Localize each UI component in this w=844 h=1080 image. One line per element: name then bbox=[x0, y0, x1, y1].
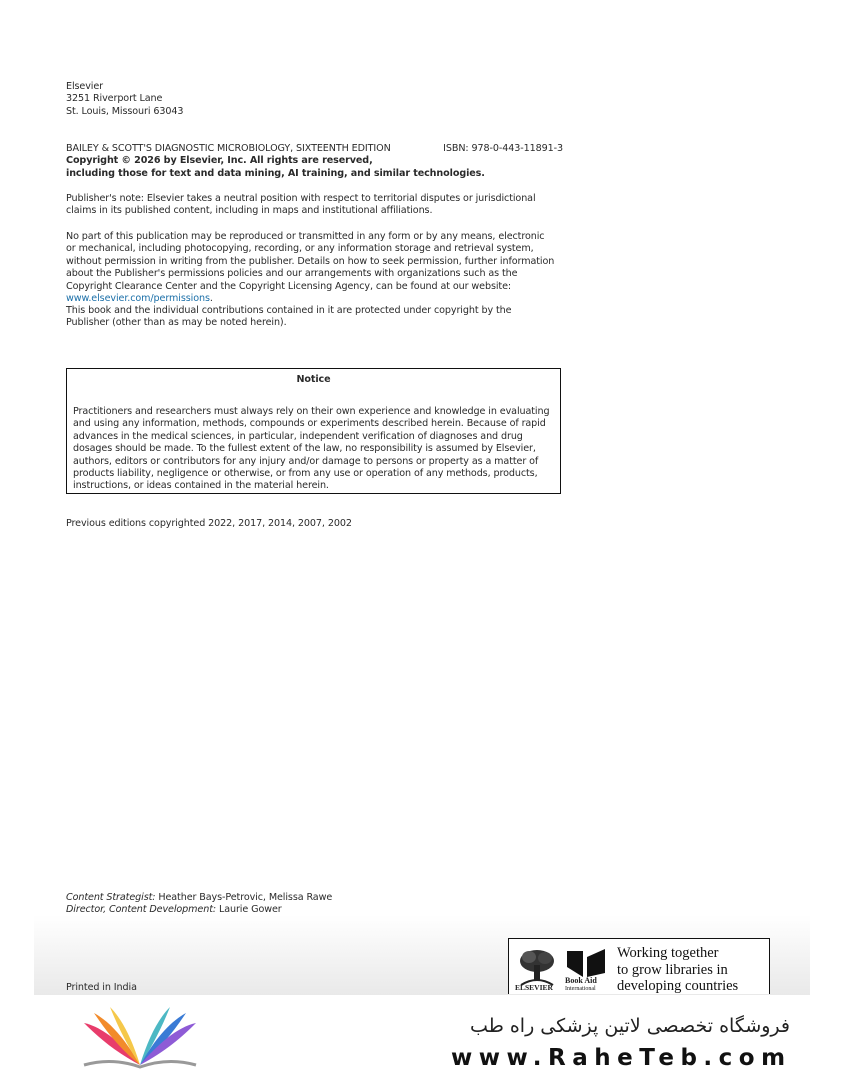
book-aid-name: Book Aid bbox=[565, 976, 597, 985]
website[interactable]: www.RaheTeb.com bbox=[451, 1045, 792, 1071]
permissions-end: . bbox=[209, 293, 213, 305]
address-line-1: 3251 Riverport Lane bbox=[66, 93, 163, 105]
credit-name: Heather Bays-Petrovic, Melissa Rawe bbox=[155, 892, 333, 903]
book-aid-tagline bbox=[617, 945, 738, 994]
credit-name: Laurie Gower bbox=[216, 904, 282, 916]
publisher-address bbox=[66, 81, 183, 118]
book-title-row bbox=[66, 143, 563, 180]
book-aid-banner bbox=[508, 938, 770, 994]
permissions-paragraph bbox=[66, 231, 556, 305]
copyright-line-2: including those for text and data mining, AI training, and similar technologies. bbox=[66, 167, 485, 179]
open-book-logo-icon bbox=[78, 1005, 202, 1071]
isbn: ISBN: 978-0-443-11891-3 bbox=[443, 143, 563, 154]
credit-line bbox=[66, 892, 353, 904]
publisher-name: Elsevier bbox=[66, 81, 104, 92]
address-line-2: St. Louis, Missouri 63043 bbox=[66, 105, 184, 117]
book-aid-international: International bbox=[565, 986, 596, 992]
notice-box bbox=[66, 368, 561, 494]
protection-note bbox=[66, 305, 551, 330]
notice-title: Notice bbox=[296, 374, 331, 385]
notice-body: Practitioners and researchers must always rely on their own experience and knowledge in evaluating and using any information, methods, compounds or experiments described herein. Because of rapid advances in the medical sciences, in particular, independent verification of diagnoses and drug dosages should be made. To the fullest extent of the law, no responsibility is assumed by Elsevier, authors, editors or contributors for any injury and/or damage to persons or property as a matter of products liability, negligence or otherwise, or from any use or operation of any methods, products, instructions, or ideas contained in the material herein. bbox=[73, 406, 550, 492]
permissions-text: No part of this publication may be reproduced or transmitted in any form or by any means, electronic or mechanical, including photocopying, recording, or any information storage and retrieval system, without permission in writing from the publisher. Details on how to seek permission, further information about the Publisher's permissions policies and our arrangements with organizations such as the Copyright Clearance Center and the Copyright Licensing Agency, can be found at our website: bbox=[66, 231, 555, 292]
book-aid-label bbox=[565, 977, 597, 993]
tagline-line-1: Working together bbox=[617, 945, 719, 961]
publishers-note bbox=[66, 193, 561, 218]
publishers-note-text: Publisher's note: Elsevier takes a neutral position with respect to territorial disputes or jurisdictional claims in its published content, including in maps and institutional affiliations. bbox=[66, 193, 536, 217]
book-title: BAILEY & SCOTT'S DIAGNOSTIC MICROBIOLOGY, SIXTEENTH EDITION bbox=[66, 143, 391, 154]
permissions-link[interactable]: www.elsevier.com/permissions bbox=[66, 293, 210, 305]
elsevier-label: ELSEVIER bbox=[515, 983, 553, 992]
shop-name: فروشگاه تخصصی لاتین پزشکی راه طب bbox=[470, 1015, 790, 1037]
elsevier-tree-icon bbox=[517, 947, 557, 987]
credit-role: Content Strategist: bbox=[66, 892, 156, 903]
watermark-footer bbox=[0, 995, 844, 1080]
previous-editions: Previous editions copyrighted 2022, 2017, 2014, 2007, 2002 bbox=[66, 518, 352, 529]
copyright-line-1: Copyright © 2026 by Elsevier, Inc. All rights are reserved, bbox=[66, 155, 373, 167]
tagline-line-3: developing countries bbox=[617, 978, 739, 994]
protection-note-text: This book and the individual contributions contained in it are protected under copyright by the Publisher (other than as may be noted herein). bbox=[66, 305, 512, 329]
tagline-line-2: to grow libraries in bbox=[617, 961, 728, 978]
printed-in: Printed in India bbox=[66, 982, 137, 993]
credit-role: Director, Content Development: bbox=[66, 904, 216, 916]
